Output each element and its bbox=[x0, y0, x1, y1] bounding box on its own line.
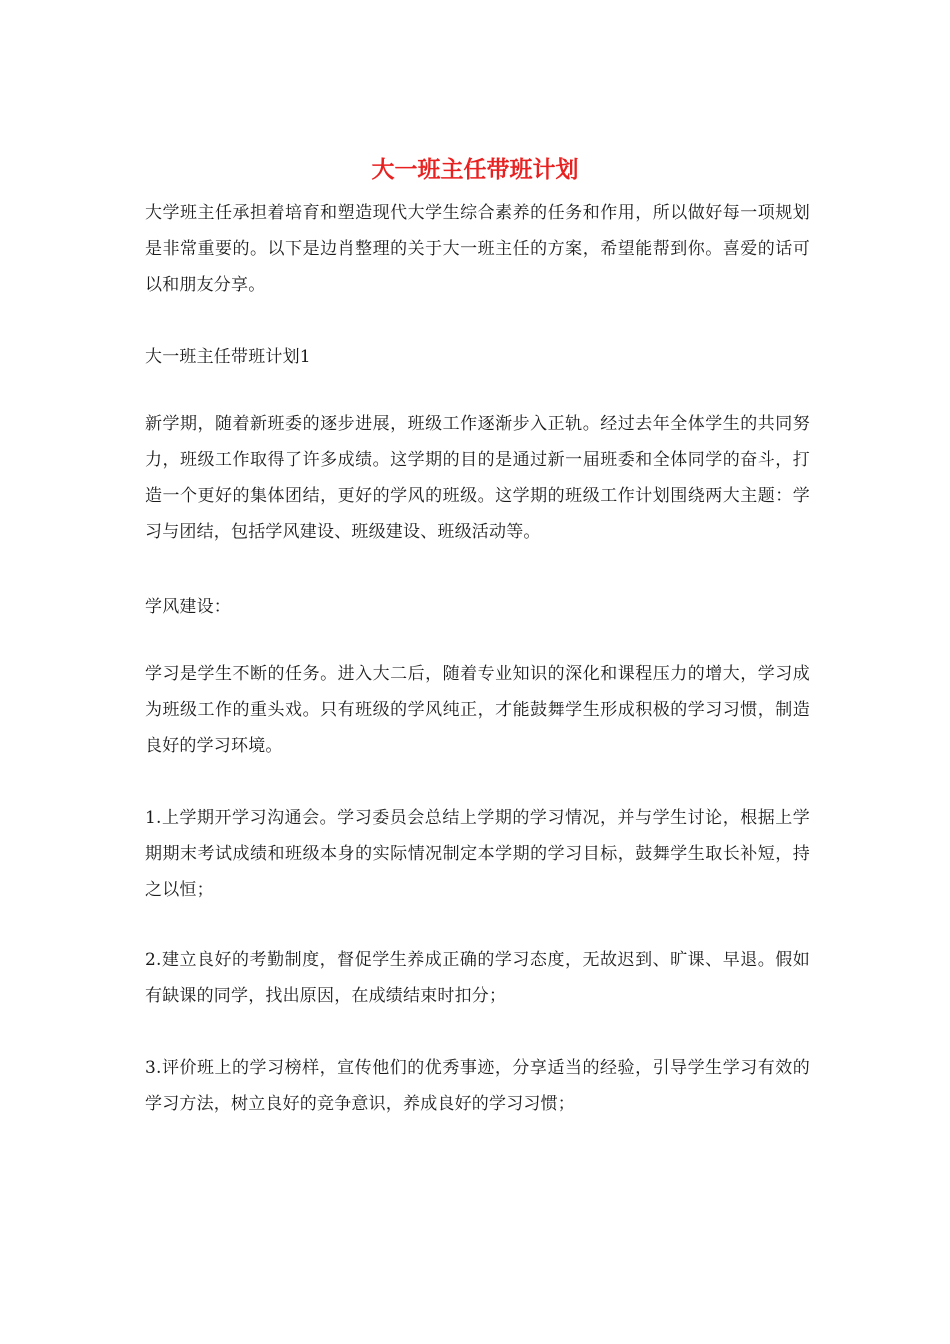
list-item-1: 1.上学期开学习沟通会。学习委员会总结上学期的学习情况，并与学生讨论，根据上学期期末考试成绩和班级本身的实际情况制定本学期的学习目标，鼓舞学生取长补短，持之以恒； bbox=[145, 808, 810, 900]
plan-overview-paragraph: 新学期，随着新班委的逐步进展，班级工作逐渐步入正轨。经过去年全体学生的共同努力，班级工作取得了许多成绩。这学期的目的是通过新一届班委和全体同学的奋斗，打造一个更好的集体团结，更好的学风的班级。这学期的班级工作计划围绕两大主题：学习与团结，包括学风建设、班级建设、班级活动等。 bbox=[145, 414, 810, 542]
list-item-2: 2.建立良好的考勤制度，督促学生养成正确的学习态度，无故迟到、旷课、早退。假如有缺课的同学，找出原因，在成绩结束时扣分； bbox=[145, 950, 810, 1006]
list-item-3: 3.评价班上的学习榜样，宣传他们的优秀事迹，分享适当的经验，引导学生学习有效的学习方法，树立良好的竞争意识，养成良好的学习习惯； bbox=[145, 1058, 810, 1114]
study-style-paragraph: 学习是学生不断的任务。进入大二后，随着专业知识的深化和课程压力的增大，学习成为班级工作的重头戏。只有班级的学风纯正，才能鼓舞学生形成积极的学习习惯，制造良好的学习环境。 bbox=[145, 664, 810, 756]
intro-paragraph: 大学班主任承担着培育和塑造现代大学生综合素养的任务和作用，所以做好每一项规划是非常重要的。以下是边肖整理的关于大一班主任的方案，希望能帮到你。喜爱的话可以和朋友分享。 bbox=[145, 203, 810, 295]
document-title: 大一班主任带班计划 bbox=[371, 157, 579, 183]
section-heading-plan-1: 大一班主任带班计划1 bbox=[145, 347, 311, 367]
section-heading-study-style: 学风建设： bbox=[145, 597, 231, 617]
